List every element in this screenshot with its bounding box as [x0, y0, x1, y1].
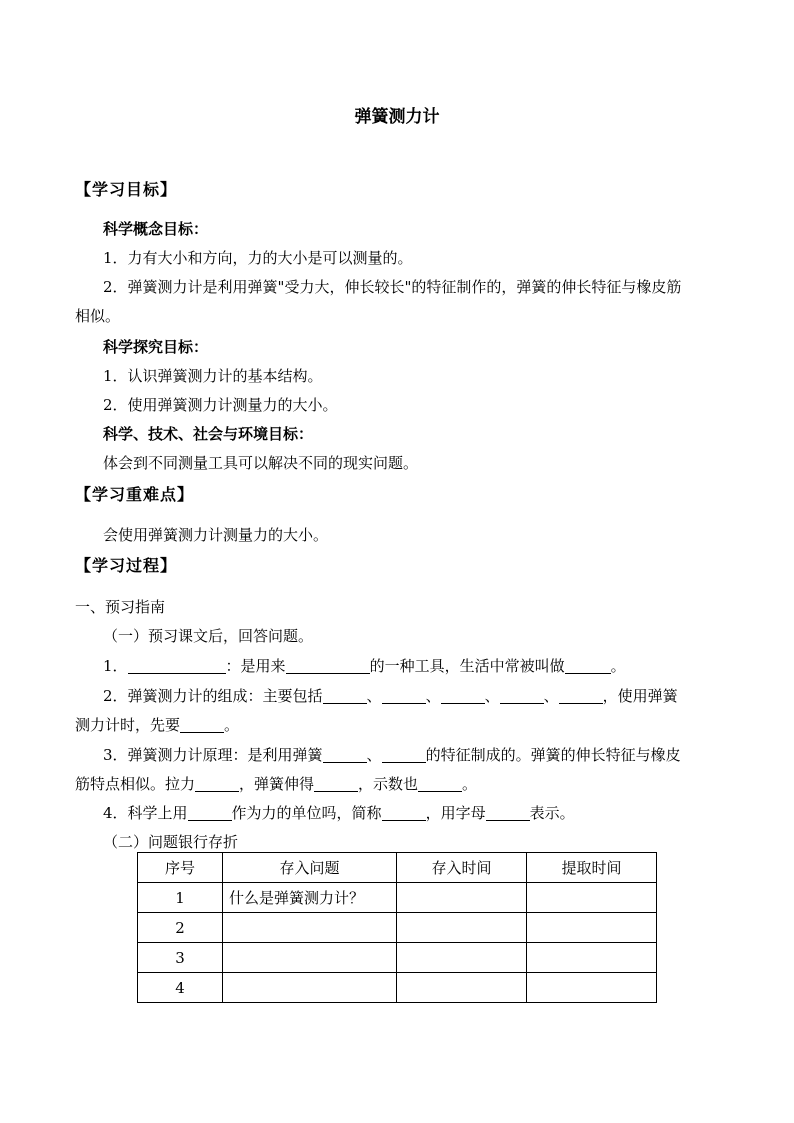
fill-blank[interactable] — [559, 687, 603, 704]
fill-blank[interactable] — [323, 687, 367, 704]
cell-index: 2 — [138, 913, 223, 943]
fill-blank[interactable] — [323, 746, 367, 763]
cell-question[interactable] — [223, 973, 397, 1003]
cell-question[interactable]: 什么是弹簧测力计？ — [223, 883, 397, 913]
concept-goal-2-line2: 相似。 — [75, 307, 121, 325]
fill-blank[interactable] — [486, 804, 530, 821]
fill-blank[interactable] — [188, 804, 232, 821]
q3-text-4: ，示数也 — [358, 775, 419, 793]
cell-index: 3 — [138, 943, 223, 973]
keypoints-text: 会使用弹簧测力计测量力的大小。 — [103, 526, 329, 544]
question-2-line1 — [103, 686, 678, 706]
cell-deposit-time[interactable] — [397, 913, 527, 943]
q2-text-2: ，使用弹簧 — [602, 687, 678, 705]
separator: 、 — [366, 746, 382, 764]
q3-text: 3．弹簧测力计原理：是利用弹簧 — [103, 746, 323, 764]
q2-end: 。 — [224, 716, 240, 734]
sts-goal-heading: 科学、技术、社会与环境目标： — [103, 425, 314, 443]
q1-text-3: 。 — [610, 657, 626, 675]
subsection-1-heading: （一）预习课文后，回答问题。 — [103, 627, 314, 645]
q4-text-2: 作为力的单位吗，简称 — [231, 804, 382, 822]
cell-deposit-time[interactable] — [397, 973, 527, 1003]
cell-deposit-time[interactable] — [397, 943, 527, 973]
explore-goal-2: 2．使用弹簧测力计测量力的大小。 — [103, 396, 338, 414]
header-deposit-time: 存入时间 — [397, 853, 527, 883]
fill-blank[interactable] — [382, 687, 426, 704]
q3-line2-text: 筋特点相似。拉力 — [75, 775, 196, 793]
q3-end: 。 — [462, 775, 478, 793]
question-3-line1 — [103, 745, 681, 765]
separator: 、 — [543, 687, 559, 705]
q1-text-1: ：是用来 — [225, 657, 286, 675]
section-process-heading: 【学习过程】 — [75, 556, 178, 575]
separator: 、 — [366, 687, 382, 705]
question-1 — [103, 656, 626, 676]
cell-deposit-time[interactable] — [397, 883, 527, 913]
explore-goal-1: 1．认识弹簧测力计的基本结构。 — [103, 367, 323, 385]
fill-blank[interactable] — [382, 804, 426, 821]
header-withdraw-time: 提取时间 — [527, 853, 657, 883]
q2-text: 2．弹簧测力计的组成：主要包括 — [103, 687, 323, 705]
concept-goal-2-line1: 2．弹簧测力计是利用弹簧"受力大，伸长较长"的特征制作的，弹簧的伸长特征与橡皮筋 — [103, 278, 682, 296]
cell-withdraw-time[interactable] — [527, 973, 657, 1003]
question-4 — [103, 803, 575, 823]
fill-blank[interactable] — [314, 775, 358, 792]
cell-question[interactable] — [223, 913, 397, 943]
question-bank-table — [137, 852, 657, 1003]
q4-text-3: ，用字母 — [425, 804, 486, 822]
q3-text-3: ，弹簧伸得 — [239, 775, 315, 793]
question-3-line2 — [75, 774, 477, 794]
cell-withdraw-time[interactable] — [527, 883, 657, 913]
cell-question[interactable] — [223, 943, 397, 973]
table-header-row — [138, 853, 657, 883]
section-keypoints-heading: 【学习重难点】 — [75, 485, 195, 504]
fill-blank[interactable] — [195, 775, 239, 792]
page-title: 弹簧测力计 — [354, 107, 440, 127]
cell-index: 1 — [138, 883, 223, 913]
table-row — [138, 973, 657, 1003]
table-row — [138, 943, 657, 973]
fill-blank[interactable] — [500, 687, 544, 704]
q1-number: 1． — [103, 657, 128, 675]
fill-blank[interactable] — [418, 775, 462, 792]
q1-text-2: 的一种工具，生活中常被叫做 — [369, 657, 565, 675]
cell-index: 4 — [138, 973, 223, 1003]
q4-text-4: 表示。 — [529, 804, 575, 822]
q2-line2-text: 测力计时，先要 — [75, 716, 181, 734]
question-2-line2 — [75, 715, 239, 735]
sts-goal-1: 体会到不同测量工具可以解决不同的现实问题。 — [103, 454, 419, 472]
fill-blank[interactable] — [382, 746, 426, 763]
table-row — [138, 883, 657, 913]
fill-blank[interactable] — [565, 657, 611, 674]
separator: 、 — [425, 687, 441, 705]
table-row — [138, 913, 657, 943]
fill-blank[interactable] — [180, 716, 224, 733]
concept-goal-1: 1．力有大小和方向，力的大小是可以测量的。 — [103, 249, 413, 267]
explore-goal-heading: 科学探究目标： — [103, 338, 209, 356]
fill-blank[interactable] — [128, 657, 226, 674]
fill-blank[interactable] — [286, 657, 370, 674]
section-goals-heading: 【学习目标】 — [75, 180, 178, 199]
header-question: 存入问题 — [223, 853, 397, 883]
fill-blank[interactable] — [441, 687, 485, 704]
part1-heading: 一、预习指南 — [75, 598, 166, 616]
cell-withdraw-time[interactable] — [527, 913, 657, 943]
q3-text-2: 的特征制成的。弹簧的伸长特征与橡皮 — [425, 746, 681, 764]
concept-goal-heading: 科学概念目标： — [103, 220, 209, 238]
header-index: 序号 — [138, 853, 223, 883]
cell-withdraw-time[interactable] — [527, 943, 657, 973]
q4-text: 4．科学上用 — [103, 804, 188, 822]
subsection-2-heading: （二）问题银行存折 — [103, 833, 239, 851]
separator: 、 — [484, 687, 500, 705]
